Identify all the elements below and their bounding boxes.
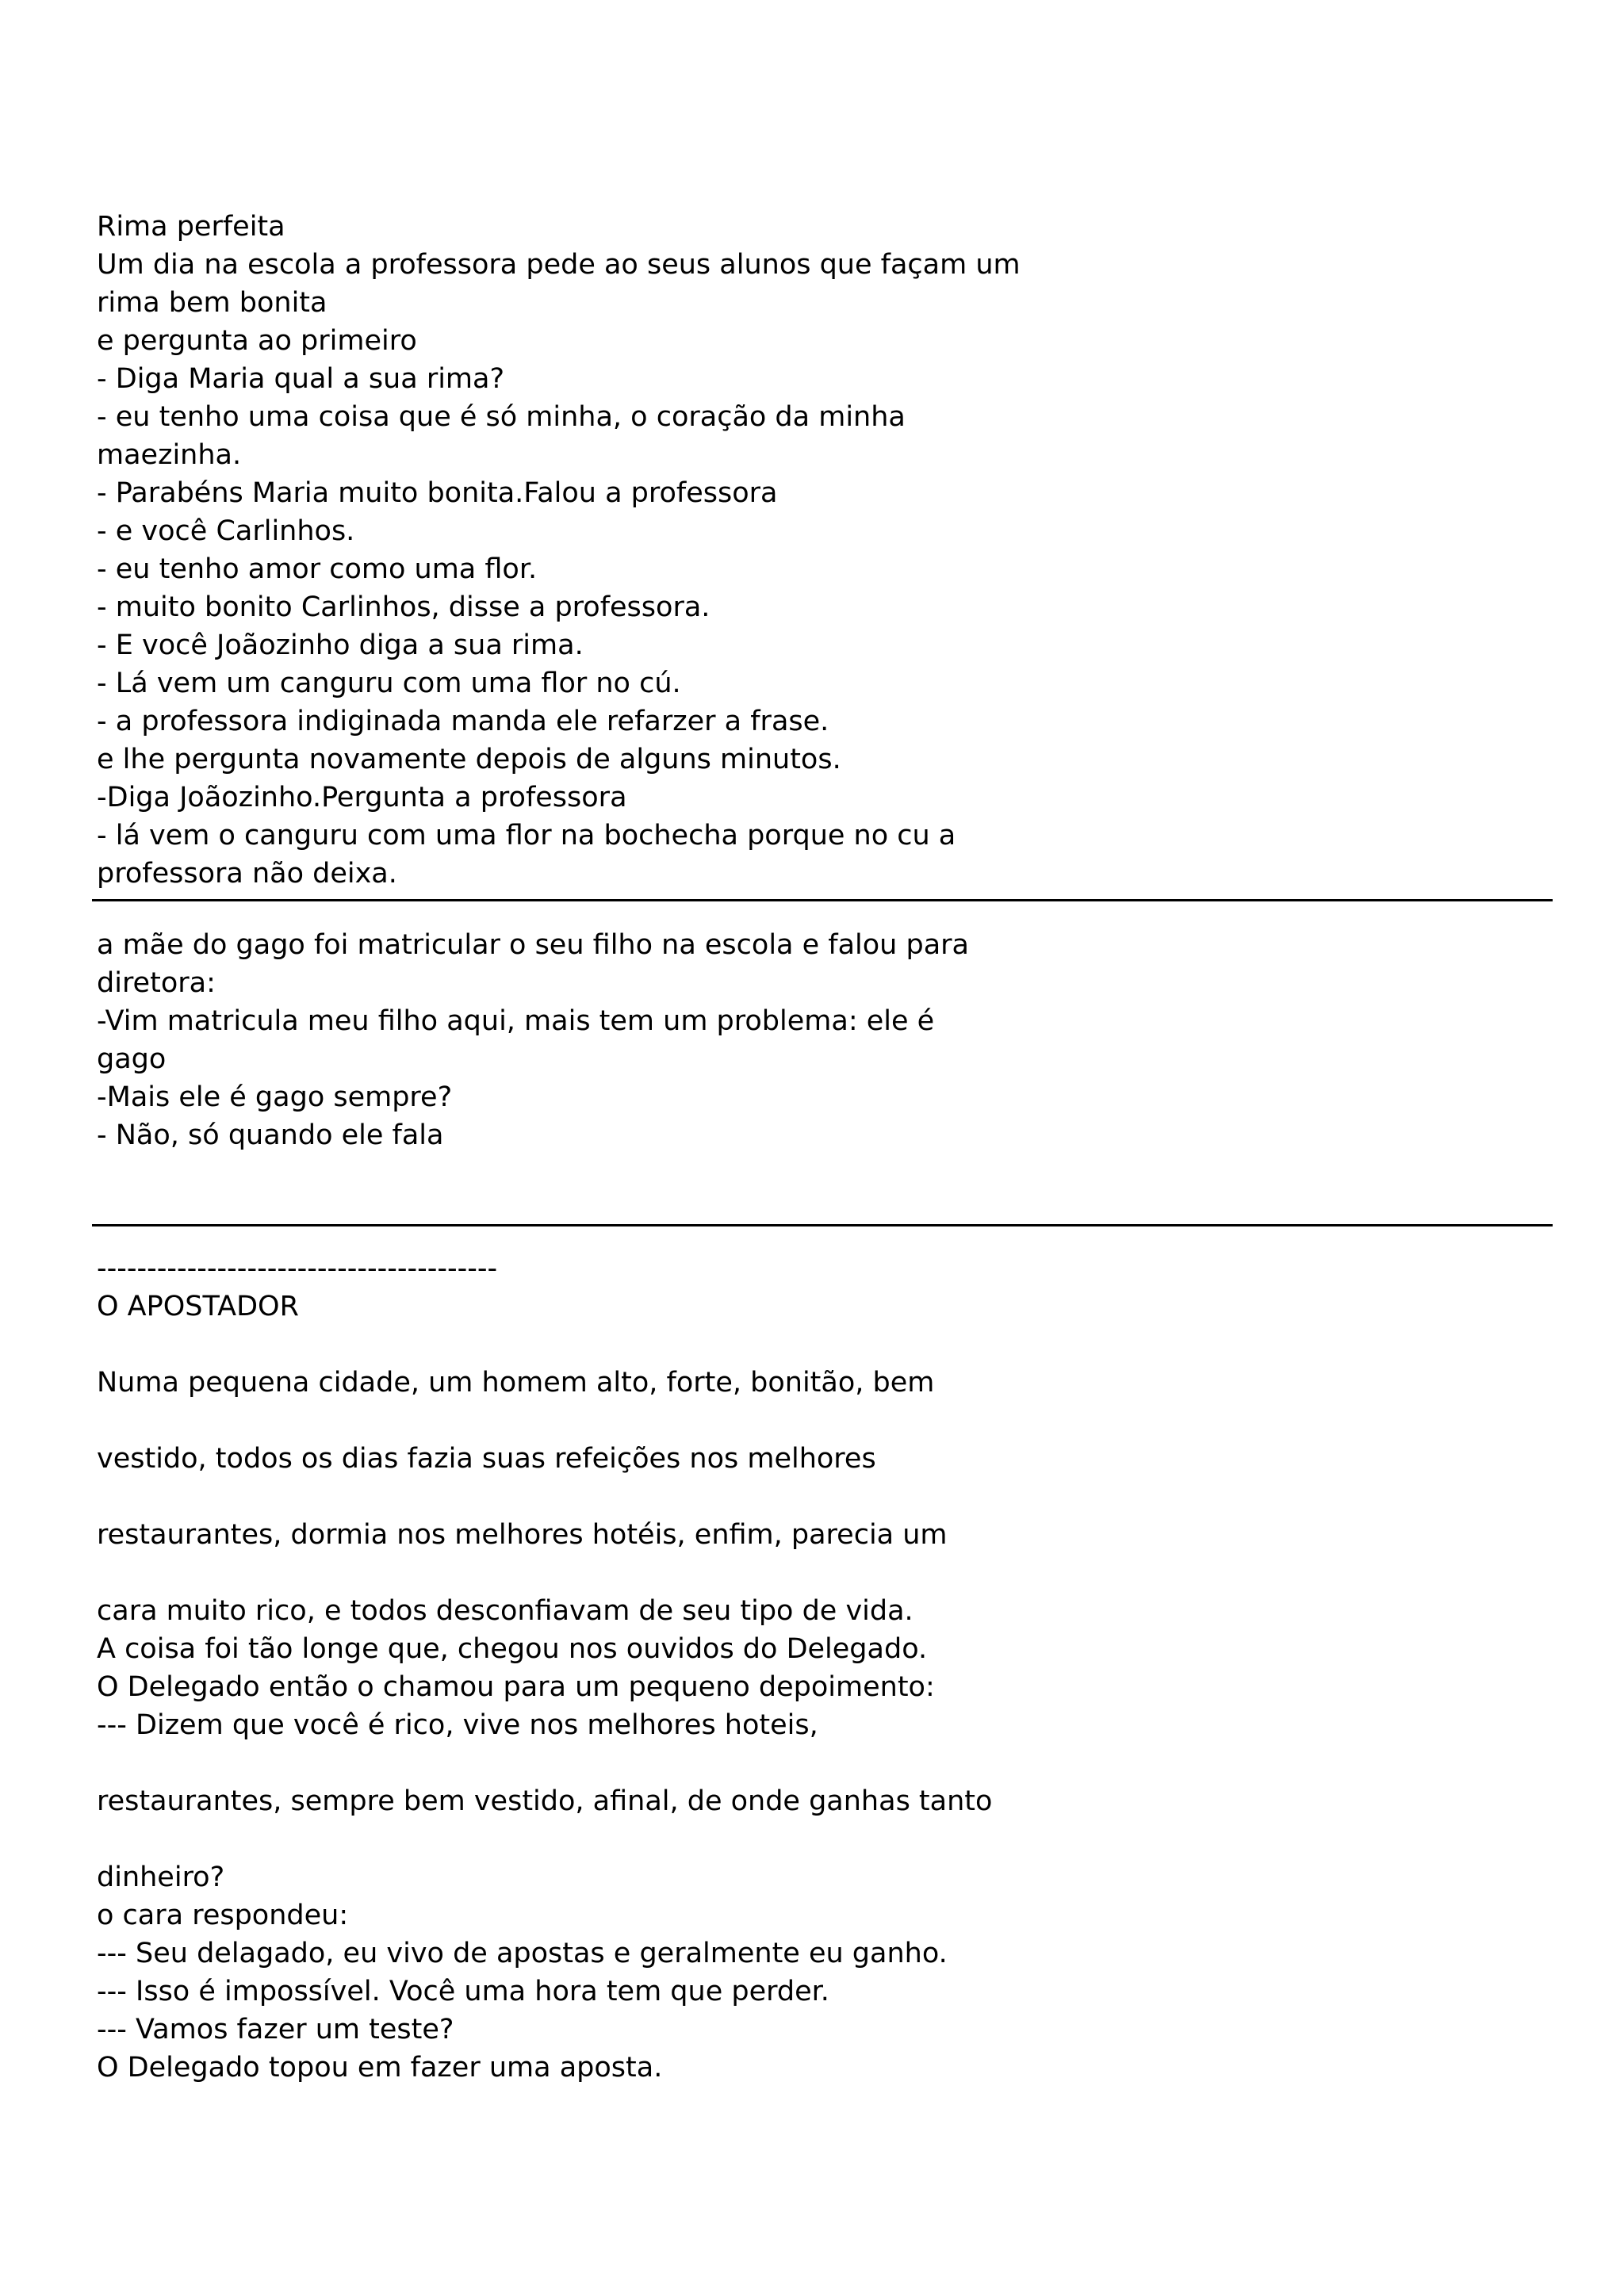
text-line: cara muito rico, e todos desconfiavam de seu tipo de vida. [97,1595,914,1627]
text-line: -Mais ele é gago sempre? [97,1081,453,1113]
text-line: Numa pequena cidade, um homem alto, forte, bonitão, bem [97,1367,935,1399]
text-line: -Vim matricula meu filho aqui, mais tem um problema: ele é [97,1005,935,1037]
text-line: e lhe pergunta novamente depois de alguns minutos. [97,744,841,775]
text-line: - muito bonito Carlinhos, disse a professora. [97,591,710,623]
text-line: e pergunta ao primeiro [97,325,417,357]
blank-line [97,1820,1548,1858]
text-line: O Delegado então o chamou para um pequeno depoimento: [97,1671,935,1703]
text-line: - a professora indiginada manda ele refarzer a frase. [97,706,829,737]
story-title: O APOSTADOR [97,1291,299,1322]
text-line: - eu tenho amor como uma flor. [97,553,538,585]
text-line: o cara respondeu: [97,1900,349,1931]
blank-line [97,1326,1548,1364]
text-line: - e você Carlinhos. [97,515,355,547]
text-line: Um dia na escola a professora pede ao seus alunos que façam um [97,249,1021,281]
text-line: diretora: [97,967,216,999]
text-line: -Diga Joãozinho.Pergunta a professora [97,782,627,813]
text-line: restaurantes, sempre bem vestido, afinal, de onde ganhas tanto [97,1785,993,1817]
text-line: --- Vamos fazer um teste? [97,2014,454,2045]
text-line: A coisa foi tão longe que, chegou nos ouvidos do Delegado. [97,1633,928,1665]
horizontal-divider [92,899,1553,901]
text-line: restaurantes, dormia nos melhores hotéis, enfim, parecia um [97,1519,948,1551]
blank-line [97,1554,1548,1592]
text-line: - Não, só quando ele fala [97,1119,444,1151]
story-o-apostador [97,1249,1548,2087]
story-title: Rima perfeita [97,211,285,243]
dashed-separator: ---------------------------------------- [97,1253,498,1284]
text-line: professora não deixa. [97,858,397,890]
story-rima-perfeita [97,208,1548,893]
horizontal-divider [92,1224,1553,1226]
text-line: - lá vem o canguru com uma flor na bochecha porque no cu a [97,820,956,851]
text-line: --- Dizem que você é rico, vive nos melhores hoteis, [97,1709,818,1741]
story-gago [97,926,1548,1154]
text-line: rima bem bonita [97,287,327,319]
blank-line [97,1402,1548,1440]
text-line: --- Seu delagado, eu vivo de apostas e geralmente eu ganho. [97,1938,948,1969]
text-line: - E você Joãozinho diga a sua rima. [97,629,584,661]
text-line: O Delegado topou em fazer uma aposta. [97,2052,663,2084]
text-line: - eu tenho uma coisa que é só minha, o coração da minha [97,401,906,433]
text-line: a mãe do gago foi matricular o seu filho na escola e falou para [97,929,969,961]
text-line: maezinha. [97,439,242,471]
text-line: - Parabéns Maria muito bonita.Falou a professora [97,477,778,509]
text-line: gago [97,1043,167,1075]
blank-line [97,1478,1548,1516]
blank-line [97,1744,1548,1782]
text-line: - Lá vem um canguru com uma flor no cú. [97,668,681,699]
text-line: vestido, todos os dias fazia suas refeições nos melhores [97,1443,876,1475]
text-line: --- Isso é impossível. Você uma hora tem que perder. [97,1976,829,2007]
text-line: - Diga Maria qual a sua rima? [97,363,505,395]
text-line: dinheiro? [97,1862,225,1893]
